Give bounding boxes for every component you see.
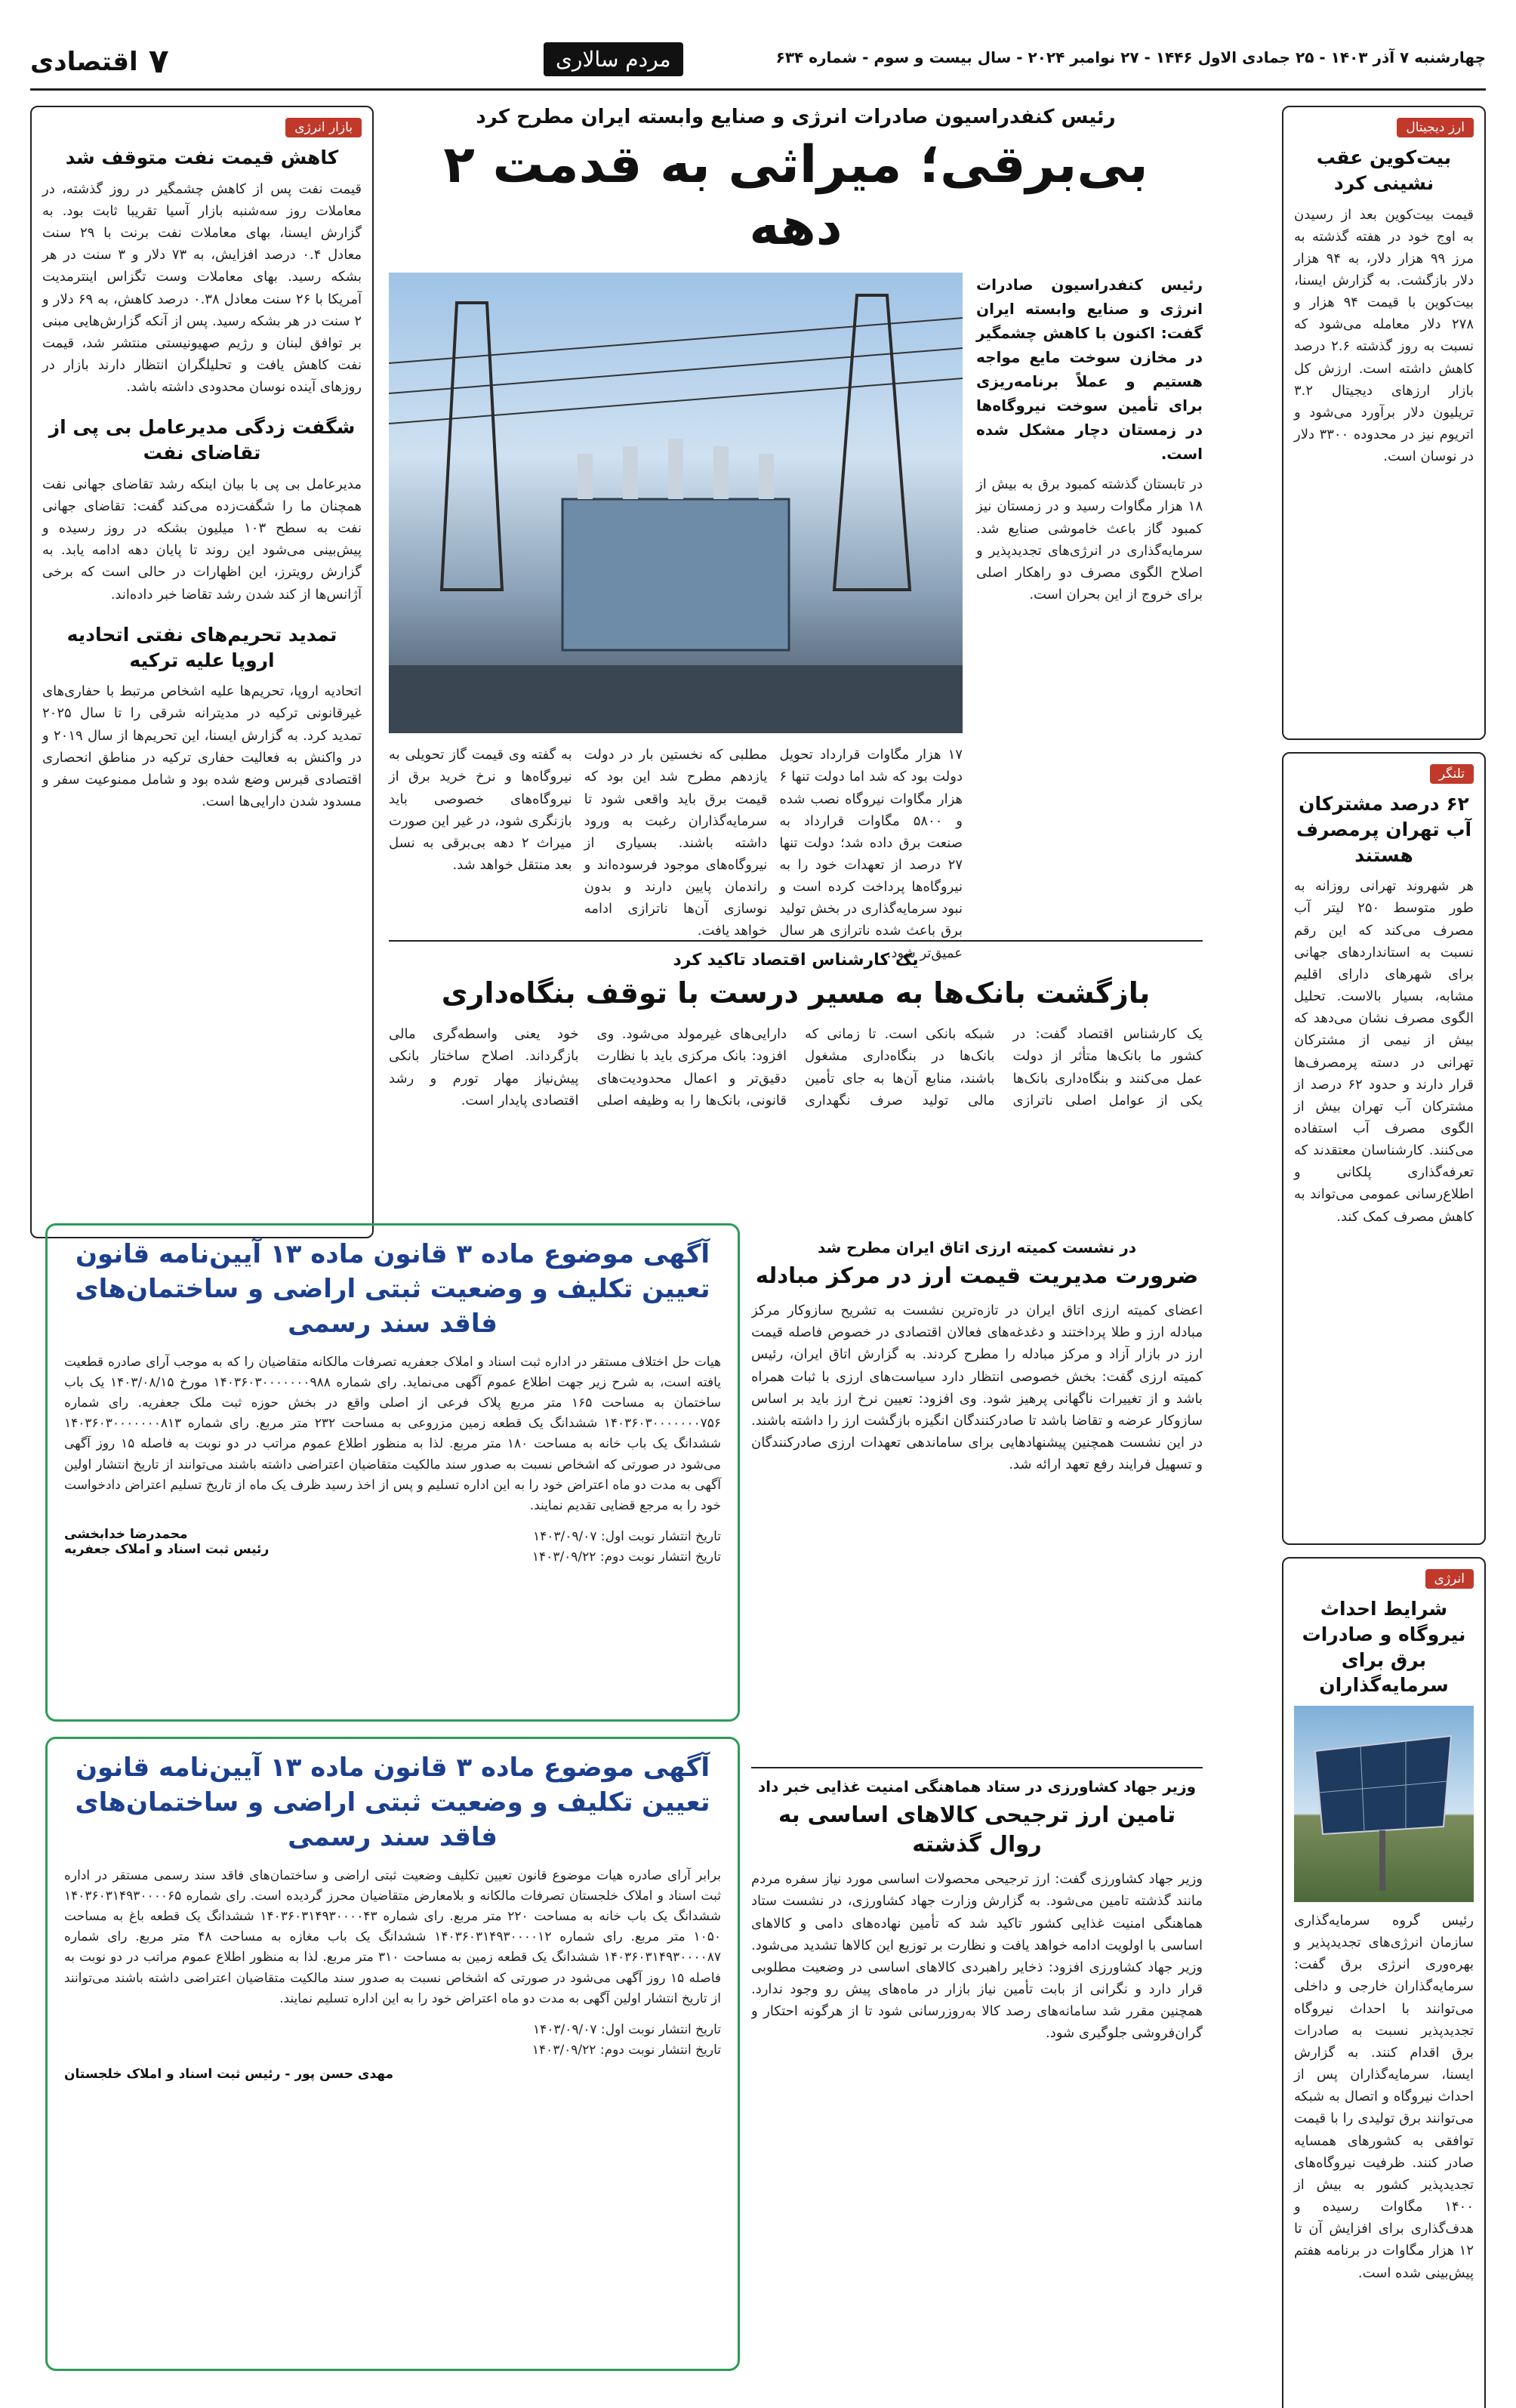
story-body: قیمت بیت‌کوین بعد از رسیدن به اوج خود در هفته گذشته به مرز ۹۹ هزار دلار، به ۹۴ هزار دلار بازگشت. به گزارش ایسنا، بیت‌کوین با قیمت ۹۴ هزار و ۲۷۸ دلار معامله می‌شود که نسبت به روز گذشته ۲.۶ درصد کاهش داشته است. ارزش کل بازار ارزهای دیجیتال ۳.۲ تریلیون دلار برآورد می‌شود و اتریوم نیز در محدوده ۳۳۰۰ دلار در نوسان است. (1294, 206, 1474, 465)
section-tag: تلنگر (1430, 764, 1474, 784)
story-title: ۶۲ درصد مشترکان آب تهران پرمصرف هستند (1296, 793, 1472, 866)
banks-body: یک کارشناس اقتصاد گفت: در کشور ما بانک‌ها متأثر از دولت عمل می‌کنند و بنگاه‌داری بانک‌ها یکی از عوامل اصلی ناترازی شبکه بانکی است. تا زمانی که بانک‌ها در بنگاه‌داری مشغول باشند، منابع آن‌ها به جای تأمین مالی تولید صرف نگهداری دارایی‌های غیرمولد می‌شود. وی افزود: بانک مرکزی باید با نظارت دقیق‌تر و اعمال محدودیت‌های قانونی، بانک‌ها را به وظیفه اصلی خود یعنی واسطه‌گری مالی بازگرداند. اصلاح ساختار بانکی پیش‌نیاز مهار تورم و رشد اقتصادی پایدار است. (389, 1026, 1203, 1108)
story-title: تمدید تحریم‌های نفتی اتحادیه اروپا علیه ترکیه (66, 623, 337, 671)
story-title: شگفت زدگی مدیرعامل بی پی از تقاضای نفت (48, 416, 356, 464)
story-body: مدیرعامل بی پی با بیان اینکه رشد تقاضای جهانی نفت همچنان ما را شگفت‌زده می‌کند گفت: تقاضای جهانی نفت به سطح ۱۰۳ میلیون بشکه در روز رسیده و پیش‌بینی می‌شود این روند تا پایان دهه ادامه یابد. به گزارش رویترز، این اظهارات در حالی است که برخی آژانس‌ها از کند شدن رشد تقاضا خبر داده‌اند. (42, 476, 362, 603)
power-substation-photo (389, 273, 963, 733)
solar-panel-photo (1294, 1706, 1474, 1902)
notice-title: آگهی موضوع ماده ۳ قانون ماده ۱۳ آیین‌نامه قانون تعیین تکلیف و وضعیت ثبتی اراضی و ساختمان‌های فاقد سند رسمی (75, 1239, 710, 1339)
publish-date-1: تاریخ انتشار نوبت اول: ۱۴۰۳/۰۹/۰۷ (532, 1529, 721, 1545)
chamber-body: اعضای کمیته ارزی اتاق ایران در تازه‌ترین نشست به تشریح سازوکار مرکز مبادله ارز و طلا پرداختند و دغدغه‌های فعالان اقتصادی در خصوص فاصله قیمت ارز در بازار آزاد و مرکز مبادله را مطرح کردند. به گزارش اتاق ایران، رئیس کمیته ارزی گفت: بخش خصوصی انتظار دارد سیاست‌های ارزی با ثبات همراه باشد و از تغییرات ناگهانی پرهیز شود. وی افزود: تعیین نرخ ارز باید بر اساس سازوکار عرضه و تقاضا باشد تا صادرکنندگان انگیزه بازگشت ارز را داشته باشند. در این نشست همچنین پیشنهادهایی برای ساماندهی تعهدات ارزی صادرکنندگان و تسهیل فرایند رفع تعهد ارائه شد. (751, 1303, 1203, 1473)
page-number-block (30, 42, 169, 81)
solar-panel-icon (1294, 1706, 1474, 1902)
food-body: وزیر جهاد کشاورزی گفت: ارز ترجیحی محصولات اساسی مورد نیاز سفره مردم مانند گذشته تامین می‌شود. به گزارش وزارت جهاد کشاورزی، در نشست ستاد هماهنگی امنیت غذایی کشور تاکید شد که تأمین نهاده‌های دامی و کالاهای اساسی با اولویت ادامه خواهد یافت و نظارت بر توزیع این کالاها تشدید می‌شود. وزیر جهاد کشاورزی افزود: ذخایر راهبردی کالاهای اساسی در وضعیت مطلوبی قرار دارد و نگرانی از بابت تأمین نیاز بازار در ماه‌های پیش رو وجود ندارد. همچنین مقرر شد سامانه‌های رصد کالا به‌روزرسانی شود تا از هرگونه احتکار و گران‌فروشی جلوگیری شود. (751, 1871, 1203, 2042)
bitcoin-box (1282, 106, 1486, 740)
notice-body: هیات حل اختلاف مستقر در اداره ثبت اسناد و املاک جعفریه تصرفات مالکانه متقاضیان را که به موجب آرای صادره قطعیت یافته است، به شرح زیر جهت اطلاع عموم آگهی می‌نماید. رای شماره ۱۴۰۳۶۰۳۰۰۰۰۰۰۰۹۸۸ مورخ ۱۴۰۳/۰۸/۱۵ یک باب ساختمان به مساحت ۱۶۵ متر مربع پلاک فرعی از اصلی واقع در بخش حوزه ثبت ملک جعفریه. رای شماره ۱۴۰۳۶۰۳۰۰۰۰۰۰۰۷۵۶ ششدانگ یک قطعه زمین مزروعی به مساحت ۲۳۲ متر مربع. رای شماره ۱۴۰۳۶۰۳۰۰۰۰۰۰۰۸۱۳ ششدانگ یک باب خانه به مساحت ۱۸۰ متر مربع. لذا به منظور اطلاع عموم مراتب در دو نوبت به فاصله ۱۵ روز آگهی می‌شود در صورتی که اشخاص نسبت به صدور سند مالکیت متقاضیان اعتراضی داشته باشند می‌توانند از تاریخ انتشار اولین آگهی به مدت دو ماه اعتراض خود را به این اداره تسلیم و پس از اخذ رسید ظرف یک ماه از تاریخ تسلیم اعتراض دادخواست خود را به مرجع قضایی تقدیم نمایند. (64, 1354, 721, 1513)
section-tag: انرژی (1425, 1569, 1474, 1589)
section-tag: ارز دیجیتال (1397, 118, 1474, 137)
food-kicker: وزیر جهاد کشاورزی در ستاد هماهنگی امنیت غذایی خبر داد (757, 1777, 1197, 1796)
notice-title: آگهی موضوع ماده ۳ قانون ماده ۱۳ آیین‌نامه قانون تعیین تکلیف و وضعیت ثبتی اراضی و ساختمان‌های فاقد سند رسمی (75, 1753, 710, 1852)
notice-body: برابر آرای صادره هیات موضوع قانون تعیین تکلیف وضعیت ثبتی اراضی و ساختمان‌های فاقد سند رسمی مستقر در اداره ثبت اسناد و املاک خلجستان تصرفات مالکانه و بلامعارض متقاضیان محرز گردیده است. رای شماره ۱۴۰۳۶۰۳۱۴۹۳۰۰۰۰۶۵ ششدانگ یک باب خانه به مساحت ۲۲۰ متر مربع. رای شماره ۱۴۰۳۶۰۳۱۴۹۳۰۰۰۰۴۳ ششدانگ یک قطعه باغ به مساحت ۱۰۵۰ متر مربع. رای شماره ۱۴۰۳۶۰۳۱۴۹۳۰۰۰۰۱۲ ششدانگ یک باب مغازه به مساحت ۴۸ متر مربع. رای شماره ۱۴۰۳۶۰۳۱۴۹۳۰۰۰۰۸۷ ششدانگ یک قطعه زمین به مساحت ۳۱۰ متر مربع. لذا به منظور اطلاع عموم مراتب در دو نوبت به فاصله ۱۵ روز آگهی می‌شود در صورتی که اشخاص نسبت به صدور سند مالکیت متقاضیان اعتراضی داشته باشند می‌توانند از تاریخ انتشار اولین آگهی به مدت دو ماه اعتراض خود را به این اداره تسلیم نمایند. (64, 1867, 722, 2006)
main-body: به گفته وی قیمت گاز تحویلی به نیروگاه‌ها و نرخ خرید برق از نیروگاه‌های خصوصی باید بازنگری شود، در غیر این صورت میراث ۲ دهه بی‌برقی به نسل بعد منتقل خواهد شد. (388, 747, 572, 873)
signer-name: محمدرضا خدابخشی (64, 1527, 188, 1543)
main-lead: رئیس کنفدراسیون صادرات انرژی و صنایع وابسته ایران گفت: اکنون با کاهش چشمگیر در مخازن سوخت مایع مواجه هستیم و عملاً برنامه‌ریزی برای تأمین سوخت نیروگاه‌ها در زمستان دچار مشکل شده است. (976, 276, 1203, 464)
legal-notice-1 (45, 1223, 740, 1722)
section-tag: بازار انرژی (285, 118, 362, 137)
signer-name: مهدی حسن پور - رئیس ثبت اسناد و املاک خلجستان (64, 2067, 394, 2083)
story-title: شرایط احداث نیروگاه و صادرات برق برای سرمایه‌گذاران (1302, 1598, 1466, 1697)
story-body: اتحادیه اروپا، تحریم‌ها علیه اشخاص مرتبط با حفاری‌های غیرقانونی ترکیه در مدیترانه شرقی را تا سال ۲۰۲۵ تمدید کرد. به گزارش ایسنا، این تحریم‌ها از سال ۲۰۱۹ و در واکنش به فعالیت حفاری ترکیه در مناطق انحصاری اقتصادی قبرس وضع شده بود و شامل ممنوعیت سفر و مسدود شدن دارایی‌ها است. (42, 683, 362, 810)
energy-box (1282, 1557, 1486, 2408)
main-body: مطلبی که نخستین بار در دولت یازدهم مطرح شد این بود که قیمت برق باید واقعی شود تا سرمایه‌گذاران رغبت به ورود داشته باشند. بسیاری از نیروگاه‌های موجود فرسوده‌اند و راندمان پایین دارند و بدون نوسازی آن‌ها ناترازی ادامه خواهد یافت. (584, 747, 768, 939)
left-column (30, 106, 374, 1238)
publish-date-2: تاریخ انتشار نوبت دوم: ۱۴۰۳/۰۹/۲۲ (532, 2043, 721, 2058)
main-kicker: رئیس کنفدراسیون صادرات انرژی و صنایع وابسته ایران مطرح کرد (476, 106, 1116, 128)
signer-office: رئیس ثبت اسناد و املاک جعفریه (64, 1542, 270, 1558)
water-box (1282, 752, 1486, 1545)
banks-kicker: یک کارشناس اقتصاد تاکید کرد (673, 951, 919, 970)
banks-headline: بازگشت بانک‌ها به مسیر درست با توقف بنگاه‌داری (441, 976, 1151, 1010)
chamber-headline: ضرورت مدیریت قیمت ارز در مرکز مبادله (755, 1263, 1199, 1288)
story-title: کاهش قیمت نفت متوقف شد (65, 146, 339, 168)
publish-date-1: تاریخ انتشار نوبت اول: ۱۴۰۳/۰۹/۰۷ (532, 2021, 721, 2037)
main-body: ۱۷ هزار مگاوات قرارداد تحویل دولت بود که شد اما دولت تنها ۶ هزار مگاوات نیروگاه نصب شده و ۵۸۰۰ مگاوات قرارداد به صنعت برق داده شد؛ دولت تنها ۲۷ درصد از تعهدات خود را به نیروگاه‌ها پرداخت کرده است و نبود سرمایه‌گذاری در بخش تولید برق باعث شده ناترازی هر سال عمیق‌تر شود. (779, 747, 963, 961)
main-story (389, 106, 1203, 964)
main-body: در تابستان گذشته کمبود برق به بیش از ۱۸ هزار مگاوات رسید و در زمستان نیز کمبود گاز باعث خاموشی صنایع شد. سرمایه‌گذاری در انرژی‌های تجدیدپذیر و اصلاح الگوی مصرف دو راهکار اصلی برای خروج از این بحران است. (976, 476, 1203, 603)
masthead (30, 38, 1486, 91)
food-story (751, 1767, 1203, 2371)
food-headline: تامین ارز ترجیحی کالاهای اساسی به روال گذشته (778, 1802, 1176, 1858)
transformer-icon (389, 273, 963, 733)
main-headline: بی‌برقی؛ میراثی به قدمت ۲ دهه (443, 135, 1148, 257)
story-body: هر شهروند تهرانی روزانه به طور متوسط ۲۵۰ لیتر آب مصرف می‌کند که این رقم نسبت به استانداردهای جهانی برای شهرهای دارای اقلیم مشابه، بسیار بالاست. تحلیل الگوی مصرف نشان می‌دهد که بیش از نیمی از مشترکان تهرانی در دسته پرمصرف‌ها قرار دارند و حدود ۶۲ درصد از مشترکان آب تهران بیش از الگوی مصرف آب استفاده می‌کنند. کارشناسان معتقدند که تعرفه‌گذاری پلکانی و اطلاع‌رسانی عمومی می‌تواند به کاهش مصرف کمک کند. (1294, 878, 1474, 1225)
legal-notice-2 (45, 1737, 740, 2371)
oil-box (30, 106, 374, 1238)
dateline: چهارشنبه ۷ آذر ۱۴۰۳ - ۲۵ جمادی الاول ۱۴۴۶ - ۲۷ نوامبر ۲۰۲۴ - سال بیست و سوم - شماره ۶۳۴ (775, 48, 1486, 66)
story-body: قیمت نفت پس از کاهش چشمگیر در روز گذشته، در معاملات روز سه‌شنبه بازار آسیا تقریبا ثابت بود. به گزارش ایسنا، بهای معاملات نفت برنت با ۲۹ سنت معادل ۰.۴ درصد افزایش، به ۷۳ دلار و ۳ سنت در هر بشکه رسید. بهای معاملات وست تگزاس اینترمدیت آمریکا با ۲۶ سنت معادل ۰.۳۸ درصد کاهش، به ۶۹ دلار و ۲ سنت در هر بشکه رسید. پس از آنکه گزارش‌هایی مبنی بر توافق لبنان و رژیم صهیونیستی منتشر شد، قیمت نفت کاهش یافت و تحلیلگران انتظار دارند بازار در روزهای آینده نوسان محدودی داشته باشد. (42, 180, 362, 396)
publish-date-2: تاریخ انتشار نوبت دوم: ۱۴۰۳/۰۹/۲۲ (532, 1549, 721, 1565)
banks-story (389, 940, 1203, 1197)
page-number: ۷ (148, 42, 169, 81)
story-body: رئیس گروه سرمایه‌گذاری سازمان انرژی‌های تجدیدپذیر و بهره‌وری انرژی برق گفت: سرمایه‌گذاران خارجی و داخلی می‌توانند با احداث نیروگاه تجدیدپذیر نسبت به صادرات برق اقدام کنند. به گزارش ایسنا، سرمایه‌گذاران پس از احداث نیروگاه و اتصال به شبکه می‌توانند برق تولیدی را با قیمت توافقی به کشورهای همسایه صادر کنند. ظرفیت نیروگاه‌های تجدیدپذیر کشور به بیش از ۱۴۰۰ مگاوات رسیده و هدف‌گذاری برای افزایش آن تا ۱۲ هزار مگاوات در برنامه هفتم پیش‌بینی شده است. (1294, 1913, 1474, 2281)
story-title: بیت‌کوین عقب نشینی کرد (1316, 146, 1452, 194)
chamber-kicker: در نشست کمیته ارزی اتاق ایران مطرح شد (817, 1238, 1137, 1256)
chamber-story (751, 1238, 1203, 1752)
right-column (1282, 106, 1486, 2408)
section-name: اقتصادی (30, 46, 138, 77)
newspaper-logo: مردم سالاری (544, 42, 683, 76)
